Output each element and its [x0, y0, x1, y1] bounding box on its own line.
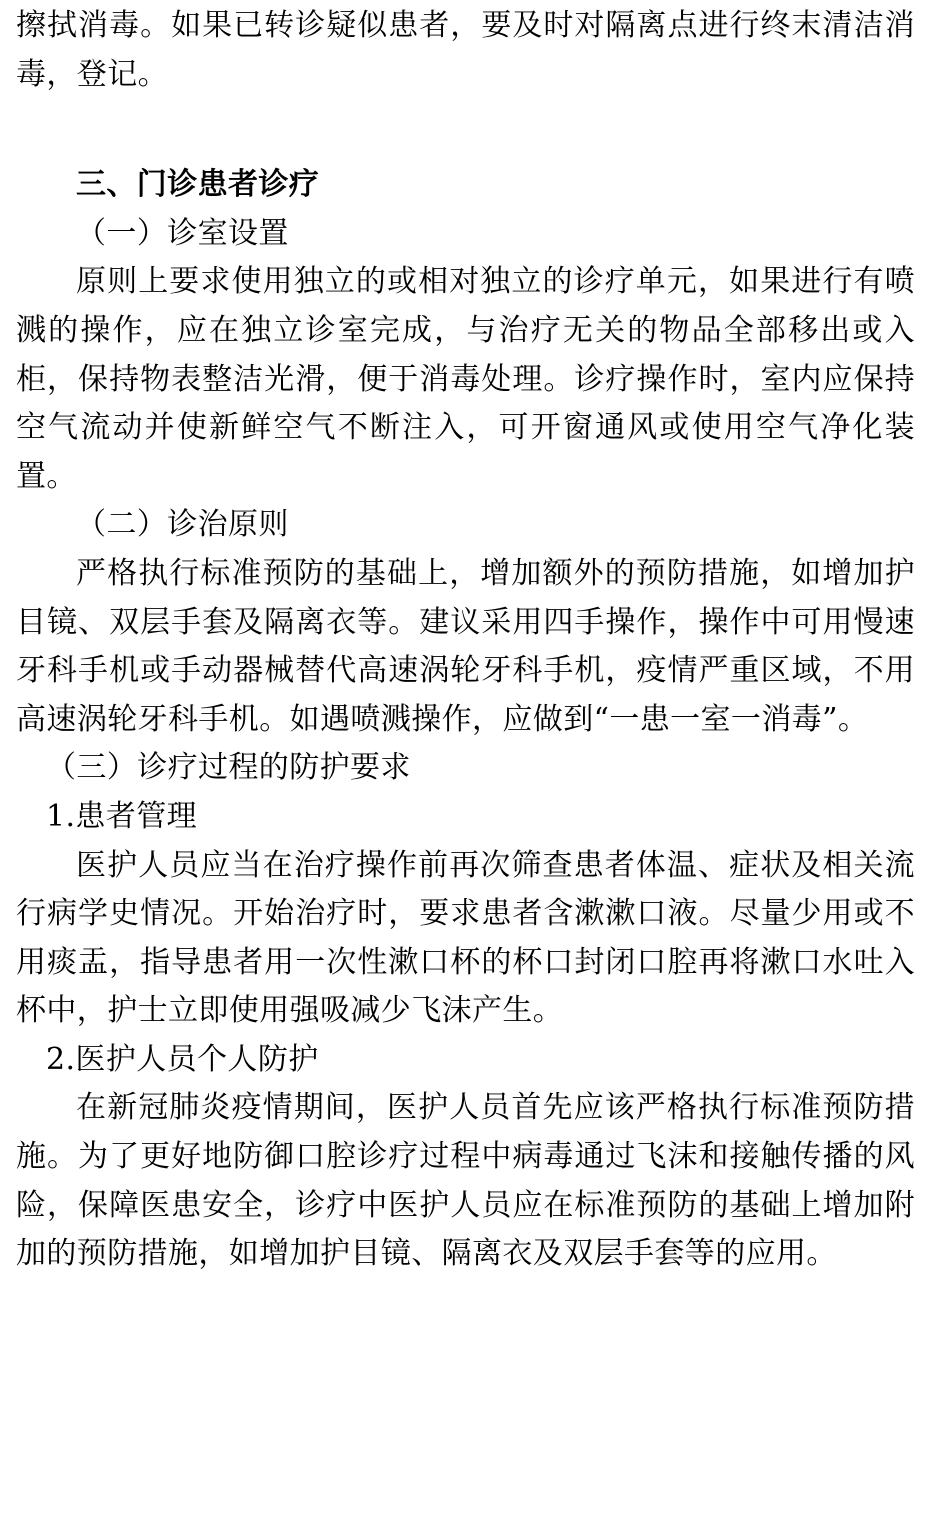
subheading-staff-personal-protection: 2.医护人员个人防护 — [46, 1041, 319, 1077]
subheading-patient-management: 1.患者管理 — [46, 798, 198, 834]
paragraph-patient-management: 医护人员应当在治疗操作前再次筛查患者体温、症状及相关流行病学史情况。开始治疗时，要求患者含漱漱口液。尽量少用或不用痰盂，指导患者用一次性漱口杯的杯口封闭口腔再将漱口水吐入杯中，护士立即使用强吸减少飞沫产生。 — [16, 847, 915, 1029]
paragraph-continued: 擦拭消毒。如果已转诊疑似患者，要及时对隔离点进行终末清洁消毒，登记。 — [16, 8, 915, 92]
document-body — [16, 0, 915, 1279]
paragraph-staff-personal-protection: 在新冠肺炎疫情期间，医护人员首先应该严格执行标准预防措施。为了更好地防御口腔诊疗过程中病毒通过飞沫和接触传播的风险，保障医患安全，诊疗中医护人员应在标准预防的基础上增加附加的预防措施，如增加护目镜、隔离衣及双层手套等的应用。 — [16, 1090, 915, 1272]
subheading-clinic-setup: （一）诊室设置 — [76, 215, 289, 251]
section-spacer — [16, 99, 915, 161]
subheading-treatment-principles: （二）诊治原则 — [76, 507, 289, 543]
section-heading-outpatient-treatment: 三、门诊患者诊疗 — [76, 167, 320, 203]
paragraph-treatment-principles: 严格执行标准预防的基础上，增加额外的预防措施，如增加护目镜、双层手套及隔离衣等。建议采用四手操作，操作中可用慢速牙科手机或手动器械替代高速涡轮牙科手机，疫情严重区域，不用高速涡轮牙科手机。如遇喷溅操作，应做到“一患一室一消毒”。 — [16, 555, 915, 737]
subheading-protection-requirements: （三）诊疗过程的防护要求 — [46, 750, 411, 786]
paragraph-clinic-setup: 原则上要求使用独立的或相对独立的诊疗单元，如果进行有喷溅的操作，应在独立诊室完成，与治疗无关的物品全部移出或入柜，保持物表整洁光滑，便于消毒处理。诊疗操作时，室内应保持空气流动并使新鲜空气不断注入，可开窗通风或使用空气净化装置。 — [16, 264, 915, 494]
